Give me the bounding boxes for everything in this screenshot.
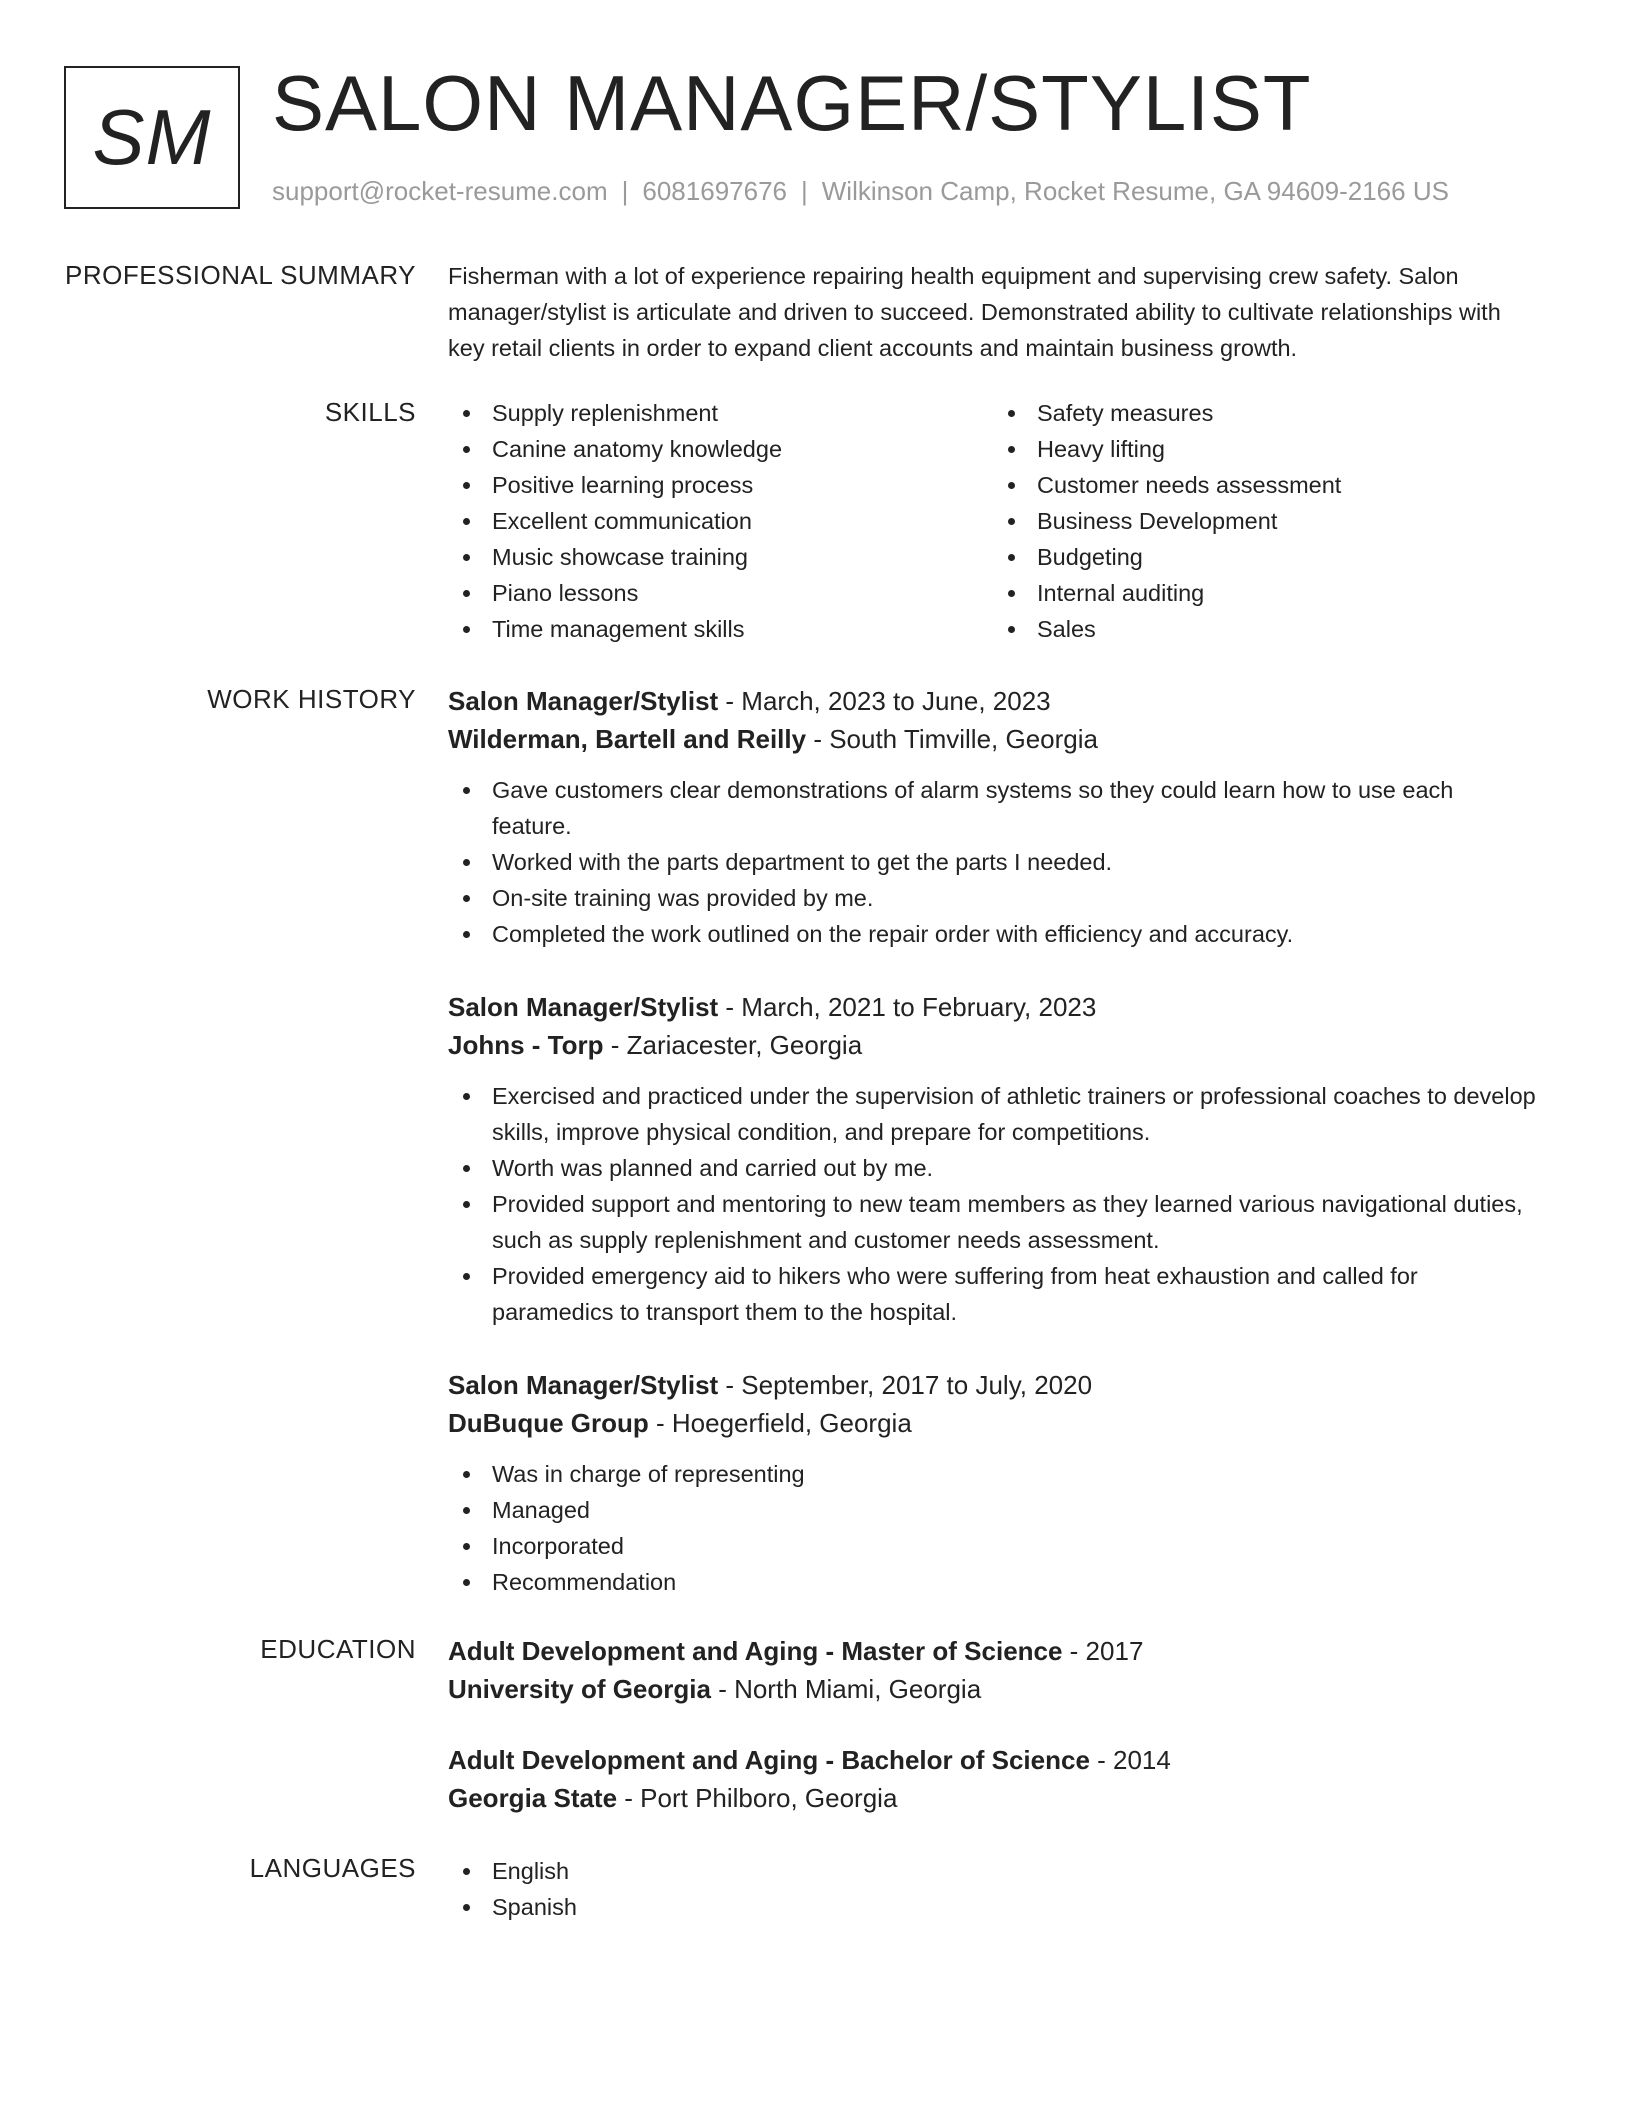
job-bullet: Was in charge of representing <box>448 1456 1538 1492</box>
skills-list-left <box>448 395 993 647</box>
school-line <box>448 1779 1538 1817</box>
monogram-initials: SM <box>92 93 212 181</box>
job-company: Wilderman, Bartell and Reilly <box>448 724 807 754</box>
skill-item: Sales <box>993 611 1538 647</box>
job-bullet: Managed <box>448 1492 1538 1528</box>
job-company: DuBuque Group <box>448 1408 649 1438</box>
degree: Adult Development and Aging - Master of Science <box>448 1636 1063 1666</box>
job-dates: - March, 2021 to February, 2023 <box>718 992 1097 1022</box>
job-bullet: Worth was planned and carried out by me. <box>448 1150 1538 1186</box>
skill-item: Music showcase training <box>448 539 993 575</box>
degree-line <box>448 1632 1538 1670</box>
skills-heading: SKILLS <box>324 397 416 427</box>
contact-phone: 6081697676 <box>642 176 787 206</box>
job-bullet: Worked with the parts department to get the parts I needed. <box>448 844 1538 880</box>
education-entry <box>448 1632 1538 1708</box>
languages-list <box>448 1853 1538 1925</box>
school: Georgia State <box>448 1783 618 1813</box>
job-bullet: Exercised and practiced under the supervision of athletic trainers or professional coaches to develop skills, improve physical condition, and prepare for competitions. <box>448 1078 1538 1150</box>
job-title-line <box>448 1366 1538 1404</box>
summary-heading: PROFESSIONAL SUMMARY <box>65 260 416 290</box>
job-dates: - September, 2017 to July, 2020 <box>718 1370 1093 1400</box>
education-entry <box>448 1741 1538 1817</box>
degree-line <box>448 1741 1538 1779</box>
job-bullet: Recommendation <box>448 1564 1538 1600</box>
job-company-line <box>448 1026 1538 1064</box>
skill-item: Canine anatomy knowledge <box>448 431 993 467</box>
skill-item: Customer needs assessment <box>993 467 1538 503</box>
job-company: Johns - Torp <box>448 1030 604 1060</box>
school: University of Georgia <box>448 1674 711 1704</box>
language-item: English <box>448 1853 1538 1889</box>
education-list <box>448 1632 1538 1817</box>
languages-heading: LANGUAGES <box>249 1853 416 1883</box>
contact-separator: | <box>801 176 808 206</box>
education-heading: EDUCATION <box>260 1634 416 1664</box>
job-bullet: Completed the work outlined on the repair order with efficiency and accuracy. <box>448 916 1538 952</box>
skill-item: Heavy lifting <box>993 431 1538 467</box>
skill-item: Safety measures <box>993 395 1538 431</box>
contact-separator: | <box>621 176 629 206</box>
job-bullet: Provided support and mentoring to new team members as they learned various navigational duties, such as supply replenishment and customer needs assessment. <box>448 1186 1538 1258</box>
work-history-heading: WORK HISTORY <box>207 684 416 714</box>
job-entry <box>448 988 1538 1330</box>
school-location: - North Miami, Georgia <box>710 1674 982 1704</box>
skills-list-right <box>993 395 1538 647</box>
skill-item: Piano lessons <box>448 575 993 611</box>
job-company-line <box>448 1404 1538 1442</box>
skill-item: Excellent communication <box>448 503 993 539</box>
job-location: - Hoegerfield, Georgia <box>648 1408 912 1438</box>
skill-item: Time management skills <box>448 611 993 647</box>
degree: Adult Development and Aging - Bachelor of Science <box>448 1745 1090 1775</box>
job-bullet: Provided emergency aid to hikers who were suffering from heat exhaustion and called for paramedics to transport them to the hospital. <box>448 1258 1538 1330</box>
job-bullet: Gave customers clear demonstrations of alarm systems so they could learn how to use each feature. <box>448 772 1538 844</box>
job-role: Salon Manager/Stylist <box>448 1370 719 1400</box>
degree-year: - 2017 <box>1062 1636 1144 1666</box>
language-item: Spanish <box>448 1889 1538 1925</box>
job-bullet: On-site training was provided by me. <box>448 880 1538 916</box>
skill-item: Supply replenishment <box>448 395 993 431</box>
job-role: Salon Manager/Stylist <box>448 992 719 1022</box>
skill-item: Budgeting <box>993 539 1538 575</box>
job-location: - Zariacester, Georgia <box>603 1030 863 1060</box>
skill-item: Business Development <box>993 503 1538 539</box>
job-entry <box>448 1366 1538 1600</box>
job-title-line <box>448 682 1538 720</box>
skills-grid <box>448 395 1538 647</box>
job-bullets <box>448 772 1538 952</box>
job-bullets <box>448 1078 1538 1330</box>
job-location: - South Timville, Georgia <box>806 724 1098 754</box>
languages-body <box>448 1853 1538 1925</box>
job-company-line <box>448 720 1538 758</box>
job-bullet: Incorporated <box>448 1528 1538 1564</box>
school-line <box>448 1670 1538 1708</box>
summary-text: Fisherman with a lot of experience repairing health equipment and supervising crew safety. Salon manager/stylist is articulate and driven to succeed. Demonstrated ability to cultivate relationships with key retail clients in order to expand client accounts and maintain business growth. <box>448 263 1501 361</box>
monogram-box <box>64 66 240 209</box>
work-history-list <box>448 682 1538 1600</box>
school-location: - Port Philboro, Georgia <box>617 1783 898 1813</box>
contact-line <box>272 176 1449 207</box>
job-bullets <box>448 1456 1538 1600</box>
job-dates: - March, 2023 to June, 2023 <box>718 686 1051 716</box>
skill-item: Internal auditing <box>993 575 1538 611</box>
resume-title: SALON MANAGER/STYLIST <box>272 59 1312 147</box>
skill-item: Positive learning process <box>448 467 993 503</box>
degree-year: - 2014 <box>1089 1745 1171 1775</box>
job-entry <box>448 682 1538 952</box>
contact-address: Wilkinson Camp, Rocket Resume, GA 94609-2166 US <box>821 176 1449 206</box>
contact-email: support@rocket-resume.com <box>272 176 608 206</box>
job-role: Salon Manager/Stylist <box>448 686 719 716</box>
job-title-line <box>448 988 1538 1026</box>
